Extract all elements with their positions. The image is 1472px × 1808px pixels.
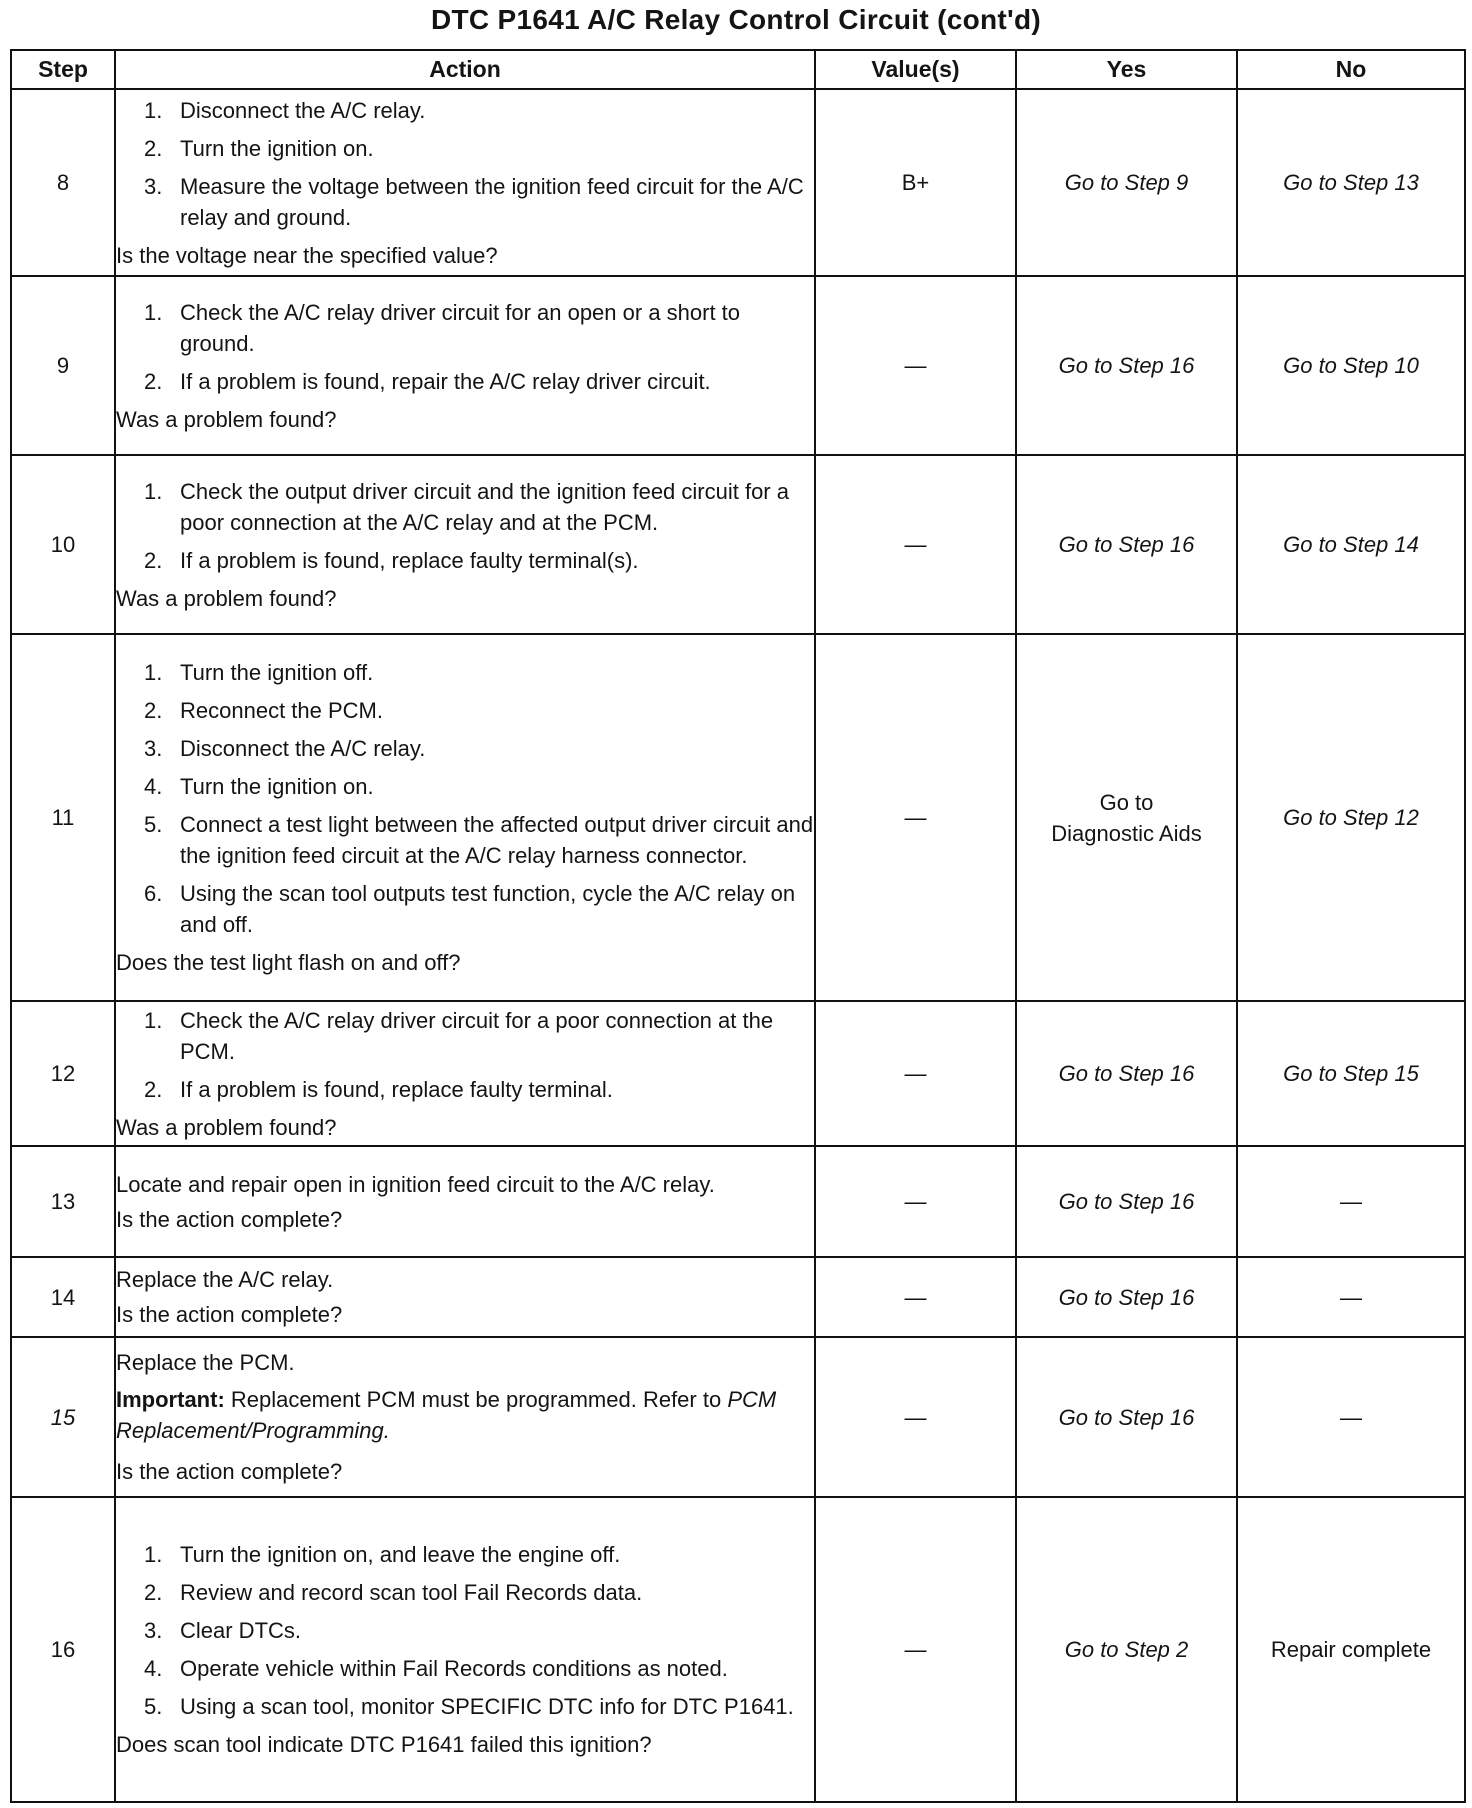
header-row	[11, 50, 1465, 89]
yes-cell: Go to Step 16	[1016, 1257, 1237, 1337]
value-cell: —	[815, 1257, 1016, 1337]
step-number: 9	[11, 276, 115, 455]
no-cell: Go to Step 14	[1237, 455, 1465, 634]
action-question: Is the action complete?	[116, 1206, 343, 1232]
action-question: Is the voltage near the specified value?	[116, 242, 498, 268]
important-note	[116, 1384, 814, 1446]
page-title: DTC P1641 A/C Relay Control Circuit (cont'd)	[430, 4, 1041, 35]
yes-cell: Go to Step 16	[1016, 276, 1237, 455]
value-cell: —	[815, 1146, 1016, 1257]
value-cell: —	[815, 1497, 1016, 1802]
no-cell: —	[1237, 1257, 1465, 1337]
step-number: 14	[11, 1257, 115, 1337]
step-number: 13	[11, 1146, 115, 1257]
action-question: Is the action complete?	[116, 1302, 343, 1327]
action-item: 1. Check the A/C relay driver circuit for an open or a short to ground.	[144, 299, 741, 356]
header-no: No	[1237, 50, 1465, 89]
action-item: 1. Disconnect the A/C relay.	[144, 97, 426, 123]
action-question: Was a problem found?	[116, 1114, 337, 1140]
action-question: Does the test light flash on and off?	[116, 950, 461, 975]
action-question: Was a problem found?	[116, 406, 337, 432]
table-row	[11, 1001, 1465, 1146]
action-cell	[115, 634, 815, 1001]
action-cell	[115, 1497, 815, 1802]
action-item: 4. Operate vehicle within Fail Records conditions as noted.	[144, 1656, 728, 1681]
action-item: 2. If a problem is found, repair the A/C relay driver circuit.	[144, 368, 711, 394]
value-cell: —	[815, 1337, 1016, 1497]
step-number: 10	[11, 455, 115, 634]
action-item: 1. Turn the ignition off.	[144, 660, 374, 685]
no-cell: Go to Step 13	[1237, 89, 1465, 276]
action-item: 2. If a problem is found, replace faulty terminal.	[144, 1076, 613, 1102]
value-cell: —	[815, 1001, 1016, 1146]
step-number: 15	[11, 1337, 115, 1497]
action-question: Is the action complete?	[116, 1459, 343, 1484]
step-number: 12	[11, 1001, 115, 1146]
value-cell: —	[815, 455, 1016, 634]
note-label: Important:	[116, 1387, 225, 1412]
no-cell: Repair complete	[1237, 1497, 1465, 1802]
action-item: 4. Turn the ignition on.	[144, 774, 374, 799]
action-item: 2. Reconnect the PCM.	[144, 698, 383, 723]
yes-line-2: Diagnostic Aids	[1051, 820, 1202, 846]
action-item: 1. Check the output driver circuit and the ignition feed circuit for a poor connection at the A/C relay and at the PCM.	[144, 478, 789, 535]
header-action: Action	[115, 50, 815, 89]
table-row	[11, 276, 1465, 455]
step-number: 16	[11, 1497, 115, 1802]
action-item: 6. Using the scan tool outputs test function, cycle the A/C relay on and off.	[144, 881, 796, 937]
yes-cell: Go to Step 2	[1016, 1497, 1237, 1802]
table-row	[11, 89, 1465, 276]
header-values: Value(s)	[815, 50, 1016, 89]
no-cell: —	[1237, 1146, 1465, 1257]
table-row	[11, 634, 1465, 1001]
action-cell	[115, 1337, 815, 1497]
action-item: 2. If a problem is found, replace faulty terminal(s).	[144, 547, 639, 573]
no-cell: —	[1237, 1337, 1465, 1497]
action-item: 5. Using a scan tool, monitor SPECIFIC DTC info for DTC P1641.	[144, 1694, 794, 1719]
no-cell: Go to Step 12	[1237, 634, 1465, 1001]
no-cell: Go to Step 10	[1237, 276, 1465, 455]
action-item: 1. Turn the ignition on, and leave the engine off.	[144, 1542, 621, 1567]
action-item: 3. Clear DTCs.	[144, 1618, 302, 1643]
action-cell	[115, 1001, 815, 1146]
action-item: 2. Turn the ignition on.	[144, 135, 374, 161]
action-cell	[115, 455, 815, 634]
yes-cell: Go to Step 16	[1016, 1337, 1237, 1497]
note-text: Replacement PCM must be programmed. Refer to	[230, 1387, 722, 1412]
yes-cell: Go to Step 16	[1016, 1001, 1237, 1146]
step-number: 11	[11, 634, 115, 1001]
yes-cell: Go to Step 16	[1016, 455, 1237, 634]
action-item: 3. Disconnect the A/C relay.	[144, 736, 426, 761]
yes-cell: Go to Step 16	[1016, 1146, 1237, 1257]
value-cell: —	[815, 634, 1016, 1001]
action-cell	[115, 89, 815, 276]
action-item: 5. Connect a test light between the affected output driver circuit and the ignition feed circuit at the A/C relay harness connector.	[144, 812, 814, 868]
action-text: Locate and repair open in ignition feed circuit to the A/C relay.	[116, 1171, 715, 1197]
note-reference: PCM Replacement/Programming.	[116, 1387, 777, 1443]
action-item: 1. Check the A/C relay driver circuit for a poor connection at the PCM.	[144, 1007, 774, 1064]
action-cell	[115, 1146, 815, 1257]
action-text: Replace the A/C relay.	[116, 1267, 334, 1292]
table-row	[11, 1146, 1465, 1257]
value-cell: B+	[815, 89, 1016, 276]
table-row	[11, 1497, 1465, 1802]
action-cell	[115, 276, 815, 455]
action-item: 2. Review and record scan tool Fail Records data.	[144, 1580, 643, 1605]
table-row	[11, 1257, 1465, 1337]
action-question: Does scan tool indicate DTC P1641 failed this ignition?	[116, 1732, 652, 1757]
yes-cell	[1016, 634, 1237, 1001]
yes-line-1: Go to	[1099, 789, 1154, 815]
table-row	[11, 455, 1465, 634]
step-number: 8	[11, 89, 115, 276]
value-cell: —	[815, 276, 1016, 455]
header-yes: Yes	[1016, 50, 1237, 89]
header-step: Step	[11, 50, 115, 89]
yes-cell: Go to Step 9	[1016, 89, 1237, 276]
diagnostic-table	[10, 49, 1466, 1803]
table-row	[11, 1337, 1465, 1497]
action-item: 3. Measure the voltage between the ignition feed circuit for the A/C relay and ground.	[144, 173, 804, 230]
action-text: Replace the PCM.	[116, 1350, 295, 1375]
action-question: Was a problem found?	[116, 585, 337, 611]
no-cell: Go to Step 15	[1237, 1001, 1465, 1146]
action-cell	[115, 1257, 815, 1337]
